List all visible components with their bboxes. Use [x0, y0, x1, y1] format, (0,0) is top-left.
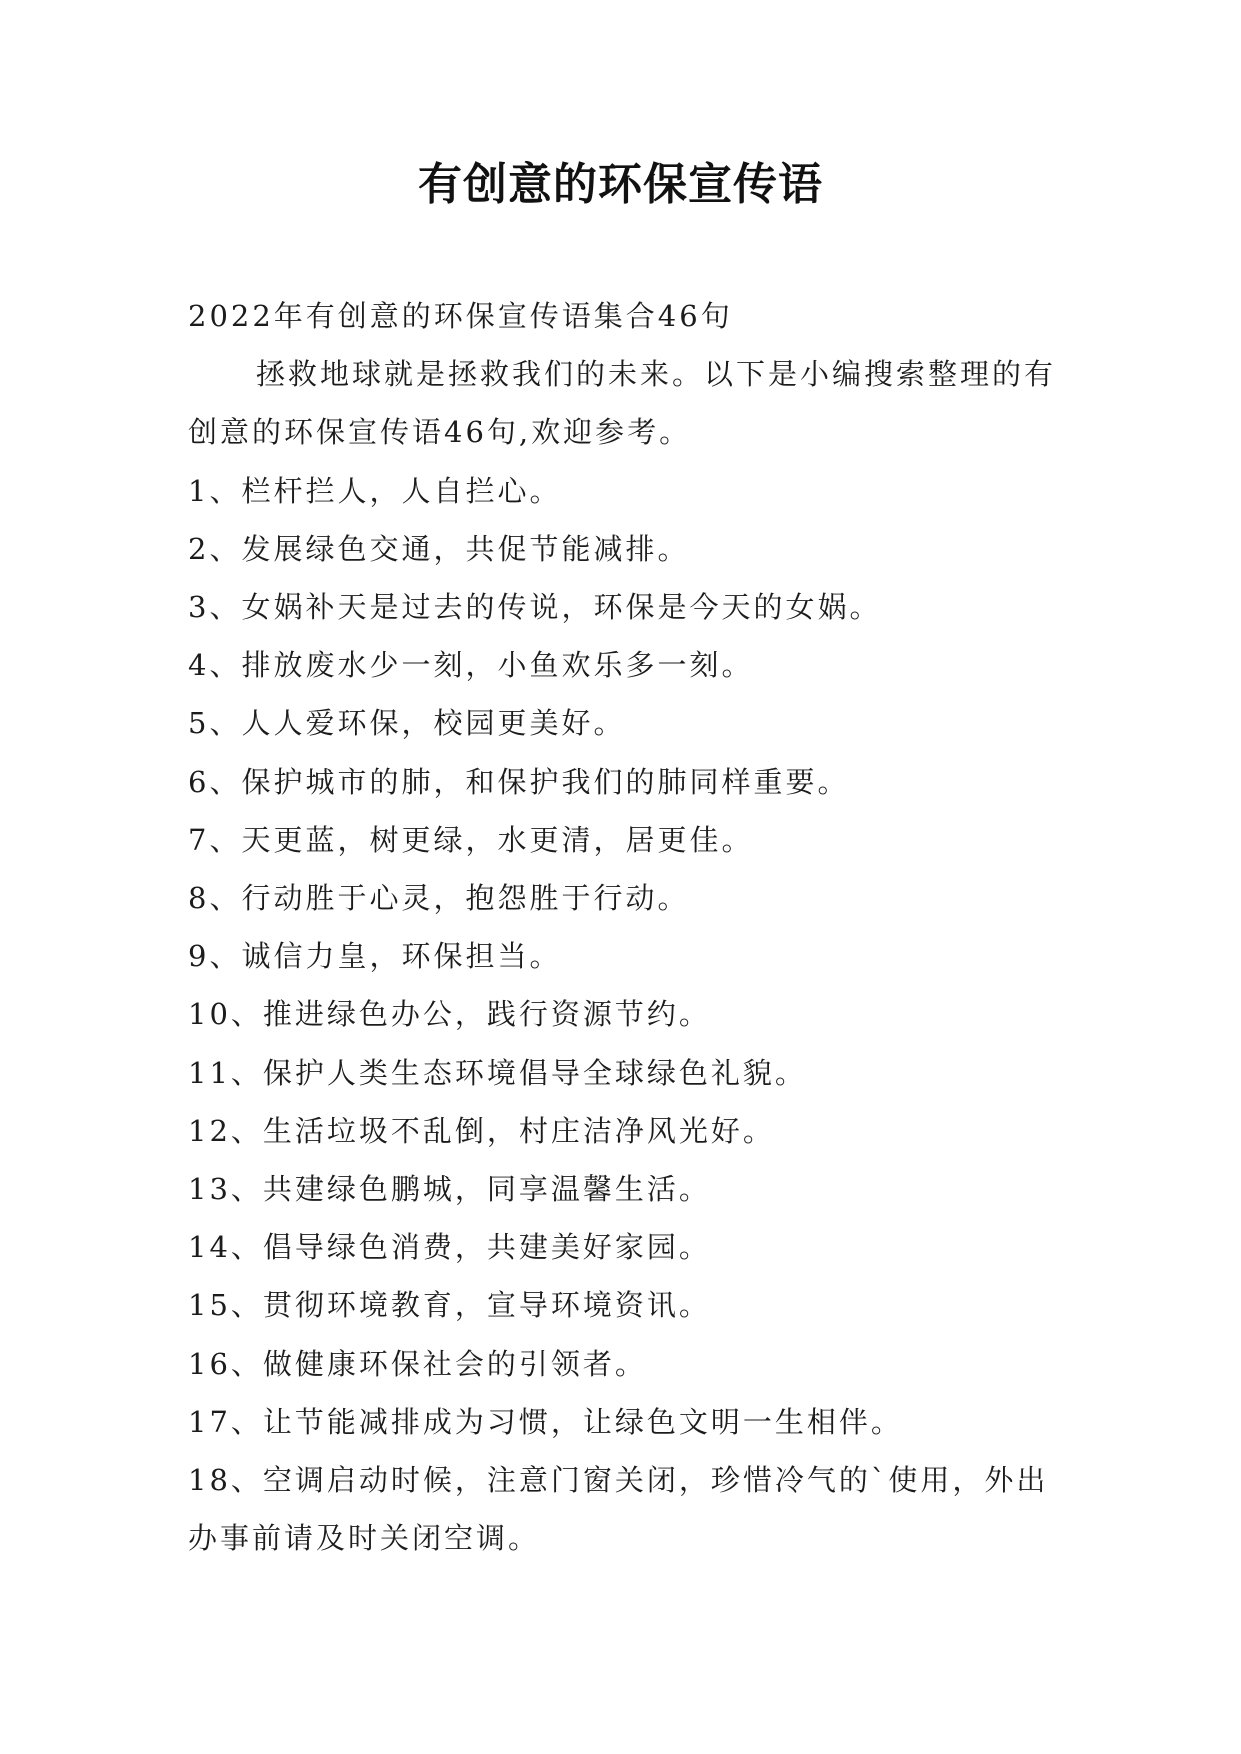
- list-item: 17、让节能减排成为习惯，让绿色文明一生相伴。: [188, 1404, 903, 1439]
- list-item: 5、人人爱环保，校园更美好。: [188, 706, 626, 741]
- list-item: 11、保护人类生态环境倡导全球绿色礼貌。: [188, 1055, 807, 1090]
- list-item: 18、空调启动时候，注意门窗关闭，珍惜冷气的`使用，外出办事前请及时关闭空调。: [188, 1463, 1049, 1556]
- intro-paragraph: 拯救地球就是拯救我们的未来。以下是小编搜索整理的有创意的环保宣传语46句,欢迎参考。: [188, 357, 1057, 450]
- list-item: 15、贯彻环境教育，宣导环境资讯。: [188, 1288, 711, 1323]
- list-item: 16、做健康环保社会的引领者。: [188, 1346, 647, 1381]
- list-item: 12、生活垃圾不乱倒，村庄洁净风光好。: [188, 1113, 775, 1148]
- document-title: 有创意的环保宣传语: [418, 159, 823, 210]
- list-item: 10、推进绿色办公，践行资源节约。: [188, 997, 711, 1032]
- list-item: 9、诚信力皇，环保担当。: [188, 939, 562, 974]
- list-item: 7、天更蓝，树更绿，水更清，居更佳。: [188, 822, 754, 857]
- list-item: 3、女娲补天是过去的传说，环保是今天的女娲。: [188, 590, 882, 625]
- list-item: 8、行动胜于心灵，抱怨胜于行动。: [188, 881, 690, 916]
- document-body: [188, 287, 1058, 1567]
- list-item: 1、栏杆拦人，人自拦心。: [188, 473, 562, 508]
- document-subtitle: 2022年有创意的环保宣传语集合46句: [188, 299, 733, 333]
- list-item: 14、倡导绿色消费，共建美好家园。: [188, 1230, 711, 1265]
- list-item: 6、保护城市的肺，和保护我们的肺同样重要。: [188, 764, 850, 799]
- list-item: 2、发展绿色交通，共促节能减排。: [188, 531, 690, 566]
- list-item: 4、排放废水少一刻，小鱼欢乐多一刻。: [188, 648, 754, 683]
- list-item: 13、共建绿色鹏城，同享温馨生活。: [188, 1172, 711, 1207]
